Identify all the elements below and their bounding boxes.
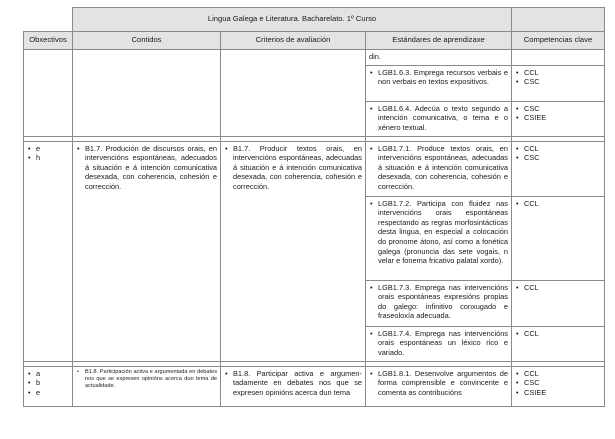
competence-item: • CSC xyxy=(515,77,601,87)
empty-title-cell xyxy=(512,8,605,32)
competences-cell xyxy=(512,101,605,136)
col-header-objectives: Obxectivos xyxy=(24,32,73,50)
objectives-cell xyxy=(24,50,73,137)
content-text: • B1.8. Participación activa e argumentada en debates nos que se expresen opinións acerca dun tema de actualidade. xyxy=(76,369,217,391)
competences-cell xyxy=(512,196,605,280)
contents-cell xyxy=(73,141,221,361)
competence-item: • CCL xyxy=(515,329,601,339)
objective-item: • e xyxy=(27,144,69,154)
criteria-cell xyxy=(221,366,366,406)
standard-text: • LGB1.6.4. Adecúa o texto segundo a intención comunicativa, o tema e o xénero textual. xyxy=(369,104,508,133)
competences-cell xyxy=(512,141,605,196)
table-title: Lingua Galega e Literatura. Bacharelato. 1º Curso xyxy=(73,8,512,32)
competence-item: • CSC xyxy=(515,378,601,388)
competence-item: • CSIEE xyxy=(515,113,601,123)
col-header-standards: Estándares de aprendizaxe xyxy=(366,32,512,50)
competences-cell xyxy=(512,65,605,101)
criteria-cell xyxy=(221,50,366,137)
objectives-cell xyxy=(24,366,73,406)
competence-item: • CCL xyxy=(515,199,601,209)
objectives-cell xyxy=(24,141,73,361)
standard-text: • LGB1.7.1. Produce textos orais, en intervencións espontáneas, adecuadas á situación e á intención comunicativa desexada, con coherencia, cohesión e corrección. xyxy=(369,144,508,192)
competences-cell xyxy=(512,366,605,406)
standard-cell xyxy=(366,366,512,406)
table-row xyxy=(24,141,605,196)
criteria-cell xyxy=(221,141,366,361)
standard-text: din. xyxy=(369,52,381,61)
competence-item: • CSC xyxy=(515,104,601,114)
empty-corner-cell xyxy=(24,8,73,32)
contents-cell xyxy=(73,366,221,406)
objective-item: • b xyxy=(27,378,69,388)
competences-cell xyxy=(512,50,605,66)
col-header-contents: Contidos xyxy=(73,32,221,50)
competence-item: • CCL xyxy=(515,68,601,78)
table-row xyxy=(24,50,605,66)
standard-cell xyxy=(366,196,512,280)
competences-cell xyxy=(512,326,605,361)
standard-cell xyxy=(366,101,512,136)
objective-item: • e xyxy=(27,388,69,398)
standard-cell xyxy=(366,50,512,66)
competence-item: • CCL xyxy=(515,369,601,379)
standard-text: • LGB1.6.3. Emprega recursos verbais e non verbais en textos expositivos. xyxy=(369,68,508,87)
standard-cell xyxy=(366,65,512,101)
column-header-row xyxy=(24,32,605,50)
standard-text: • LGB1.7.2. Participa con fluidez nas intervencións orais espontáneas respectando as regras morfosintácticas desta lingua, en especial a colocación do pronome átono, así como a fonética galega (pronuncia das sete vogais, n velar e fonema fricativo palatal xordo). xyxy=(369,199,508,266)
competence-item: • CSIEE xyxy=(515,388,601,398)
competences-cell xyxy=(512,280,605,326)
curriculum-table xyxy=(23,7,605,407)
objective-item: • a xyxy=(27,369,69,379)
standard-cell xyxy=(366,326,512,361)
table-row xyxy=(24,366,605,406)
criterion-text: • B1.7. Producir textos orais, en intervencións espontáneas, adecuadas á situación e á intención comunicativa desexada, con coherencia, cohesión e corrección. xyxy=(224,144,362,192)
col-header-criteria: Criterios de avaliación xyxy=(221,32,366,50)
competence-item: • CSC xyxy=(515,153,601,163)
objective-item: • h xyxy=(27,153,69,163)
standard-text: • LGB1.8.1. Desenvolve argumentos de forma comprensible e convincente e comenta as contribucións xyxy=(369,369,508,398)
competence-item: • CCL xyxy=(515,283,601,293)
standard-text: • LGB1.7.4. Emprega nas intervencións orais espontáneas un léxico rico e variado. xyxy=(369,329,508,358)
criterion-text: • B1.8. Participar activa e argumentadamente en debates nos que se expresen opinións acerca dun tema xyxy=(224,369,362,398)
col-header-competences: Competencias clave xyxy=(512,32,605,50)
standard-cell xyxy=(366,280,512,326)
content-text: • B1.7. Produción de discursos orais, en intervencións espontáneas, adecuados á situación e á intención comunicativa desexada, con coherencia, cohesión e corrección. xyxy=(76,144,217,192)
contents-cell xyxy=(73,50,221,137)
competence-item: • CCL xyxy=(515,144,601,154)
standard-cell xyxy=(366,141,512,196)
table-title-row xyxy=(24,8,605,32)
standard-text: • LGB1.7.3. Emprega nas intervencións orais espontáneas expresións propias do galego: infinitivo conxugado e fraseoloxía adecuada. xyxy=(369,283,508,321)
